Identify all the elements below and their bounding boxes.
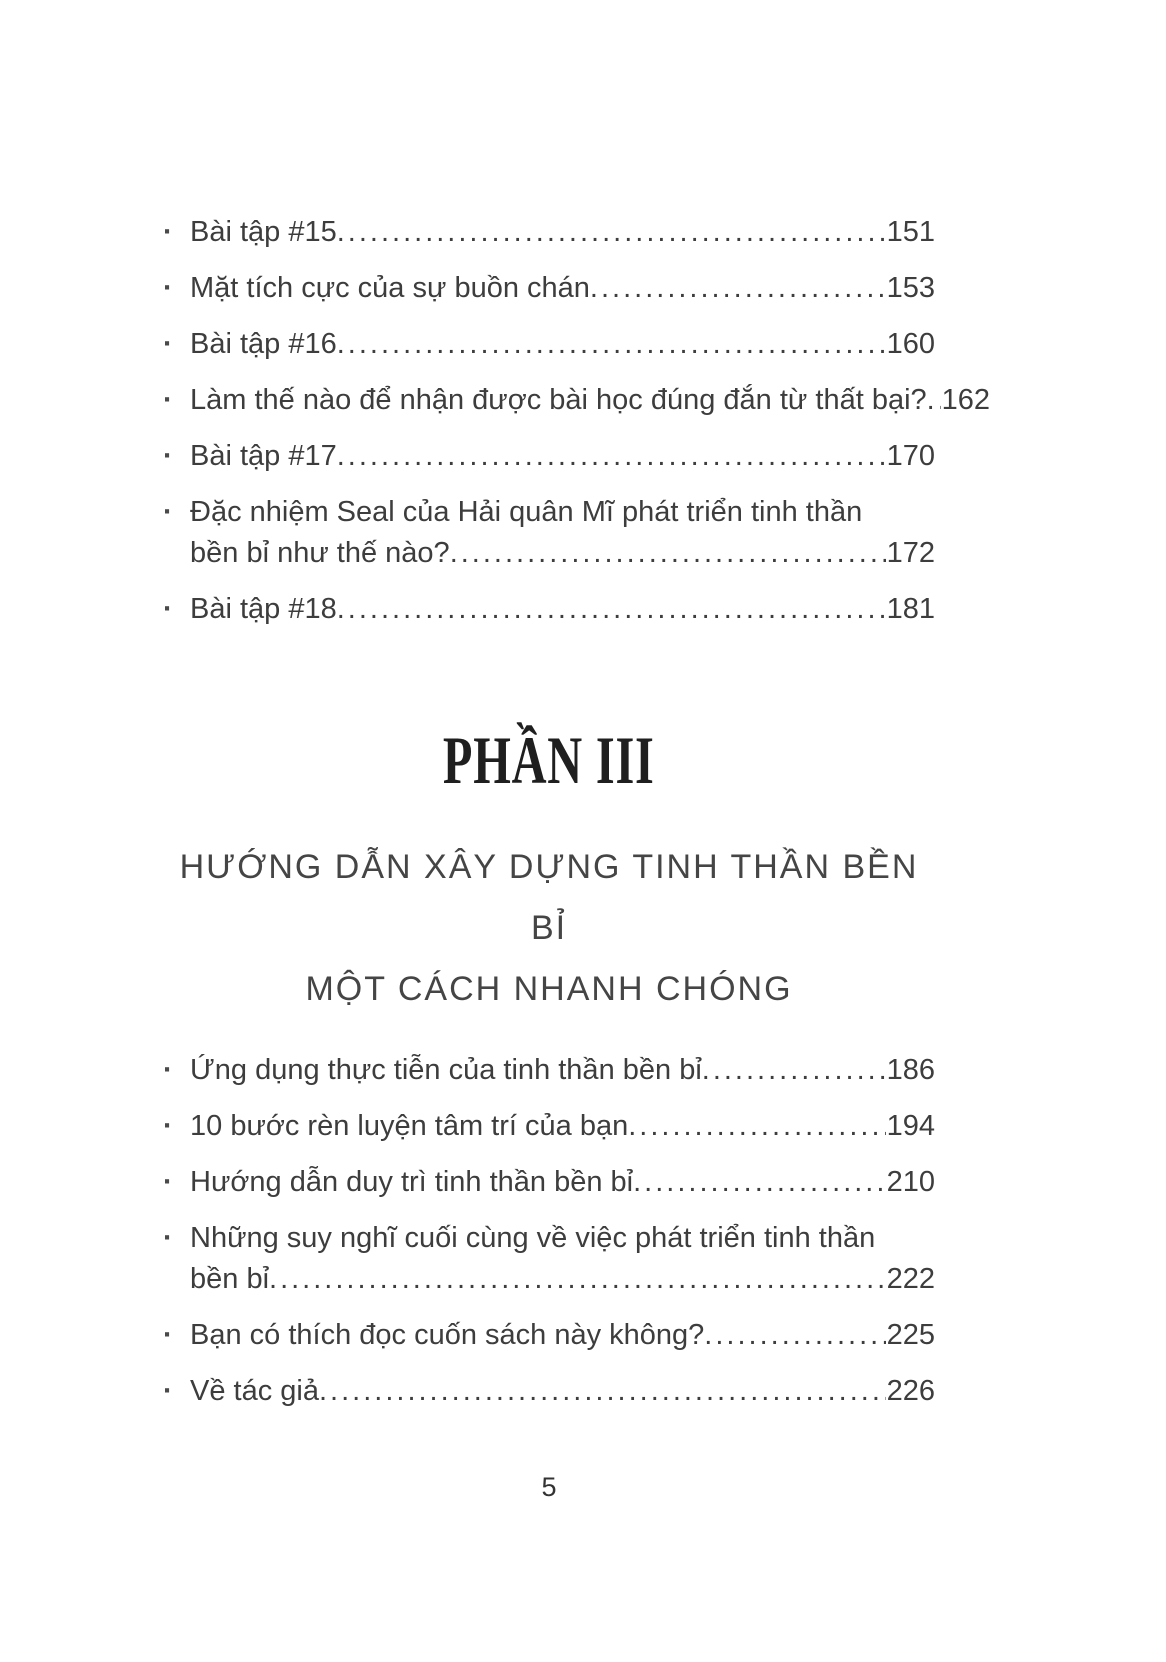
toc-entry-title: Về tác giả: [190, 1375, 319, 1407]
toc-entry-line: [163, 268, 935, 309]
toc-entry-title: Bài tập #16: [190, 328, 337, 360]
dot-leader: [269, 1259, 886, 1300]
table-of-contents: [163, 212, 991, 1427]
toc-top-list: [163, 212, 991, 630]
toc-entry: [163, 1106, 935, 1147]
toc-entry-line: [163, 1315, 935, 1356]
toc-entry-line: [163, 492, 935, 533]
section-heading-line2: MỘT CÁCH NHANH CHÓNG: [305, 970, 793, 1008]
toc-entry-page: 170: [886, 440, 935, 472]
toc-entry-page: 153: [886, 272, 935, 304]
toc-entry-title: Mặt tích cực của sự buồn chán: [190, 272, 590, 304]
toc-entry: [163, 1218, 935, 1300]
dot-leader: [704, 1315, 885, 1356]
toc-entry-line: [163, 1218, 935, 1259]
toc-entry-page: 225: [886, 1319, 935, 1351]
toc-entry-page: 172: [886, 537, 935, 569]
dot-leader: [590, 268, 886, 309]
toc-entry-page: 160: [886, 328, 935, 360]
toc-entry-title: Ứng dụng thực tiễn của tinh thần bền bỉ: [190, 1054, 702, 1086]
toc-entry-title: Những suy nghĩ cuối cùng về việc phát triển tinh thần: [190, 1222, 876, 1254]
dot-leader: [927, 380, 941, 421]
toc-entry-page: 210: [886, 1166, 935, 1198]
toc-entry: [163, 1315, 935, 1356]
dot-leader: [319, 1371, 886, 1412]
toc-entry-title: Làm thế nào để nhận được bài học đúng đắn từ thất bại?: [190, 384, 927, 416]
dot-leader: [337, 436, 886, 477]
toc-entry-line: [163, 589, 935, 630]
toc-entry-title: Bạn có thích đọc cuốn sách này không?: [190, 1319, 705, 1351]
bullet-icon: [163, 268, 190, 309]
toc-entry-page: 186: [886, 1054, 935, 1086]
bullet-icon: [163, 1218, 190, 1259]
toc-entry-line: [163, 533, 935, 574]
toc-entry-line: [163, 1371, 935, 1412]
toc-entry-title: 10 bước rèn luyện tâm trí của bạn: [190, 1110, 629, 1142]
toc-entry-line: [163, 436, 935, 477]
page-number: 5: [541, 1472, 557, 1502]
dot-leader: [337, 324, 886, 365]
toc-entry-title: Bài tập #17: [190, 440, 337, 472]
toc-entry-page: 194: [886, 1110, 935, 1142]
toc-bottom-list: [163, 1050, 935, 1412]
toc-entry: [163, 324, 935, 365]
bullet-icon: [163, 380, 190, 421]
toc-entry-line: [163, 380, 991, 421]
toc-entry-line: [163, 324, 935, 365]
bullet-icon: [163, 492, 190, 533]
toc-entry-title: Đặc nhiệm Seal của Hải quân Mĩ phát triển tinh thần: [190, 496, 863, 528]
bullet-icon: [163, 436, 190, 477]
bullet-icon: [163, 1106, 190, 1147]
toc-entry-page: 162: [941, 384, 991, 416]
part-title-wrap: [163, 723, 935, 799]
bullet-icon: [163, 1315, 190, 1356]
toc-entry-title: bền bỉ: [190, 1263, 270, 1295]
dot-leader: [337, 589, 886, 630]
toc-entry: [163, 1162, 935, 1203]
toc-entry-title: Bài tập #18: [190, 593, 337, 625]
bullet-icon: [163, 589, 190, 630]
toc-entry-line: [163, 1259, 935, 1300]
bullet-icon: [163, 1162, 190, 1203]
dot-leader: [628, 1106, 885, 1147]
dot-leader: [633, 1162, 886, 1203]
toc-entry-page: 151: [886, 216, 935, 248]
toc-entry: [163, 589, 935, 630]
toc-entry-title: Bài tập #15: [190, 216, 337, 248]
part-title: PHẦN III: [443, 723, 655, 799]
toc-entry: [163, 380, 991, 421]
toc-entry-page: 222: [886, 1263, 935, 1295]
bullet-icon: [163, 1371, 190, 1412]
bullet-icon: [163, 212, 190, 253]
toc-entry-page: 181: [886, 593, 935, 625]
toc-entry: [163, 1371, 935, 1412]
toc-entry: [163, 436, 935, 477]
toc-entry-page: 226: [886, 1375, 935, 1407]
toc-entry-title: Hướng dẫn duy trì tinh thần bền bỉ: [190, 1166, 634, 1198]
dot-leader: [450, 533, 886, 574]
section-heading: [163, 837, 935, 1020]
dot-leader: [702, 1050, 886, 1091]
toc-entry: [163, 1050, 935, 1091]
section-heading-line1: HƯỚNG DẪN XÂY DỰNG TINH THẦN BỀN BỈ: [179, 848, 919, 947]
toc-entry-line: [163, 1106, 935, 1147]
dot-leader: [337, 212, 886, 253]
toc-entry: [163, 268, 935, 309]
bullet-icon: [163, 1050, 190, 1091]
toc-entry-line: [163, 1050, 935, 1091]
toc-entry: [163, 212, 935, 253]
toc-entry-line: [163, 212, 935, 253]
bullet-icon: [163, 324, 190, 365]
toc-entry-title: bền bỉ như thế nào?: [190, 537, 450, 569]
toc-entry: [163, 492, 935, 574]
toc-entry-line: [163, 1162, 935, 1203]
